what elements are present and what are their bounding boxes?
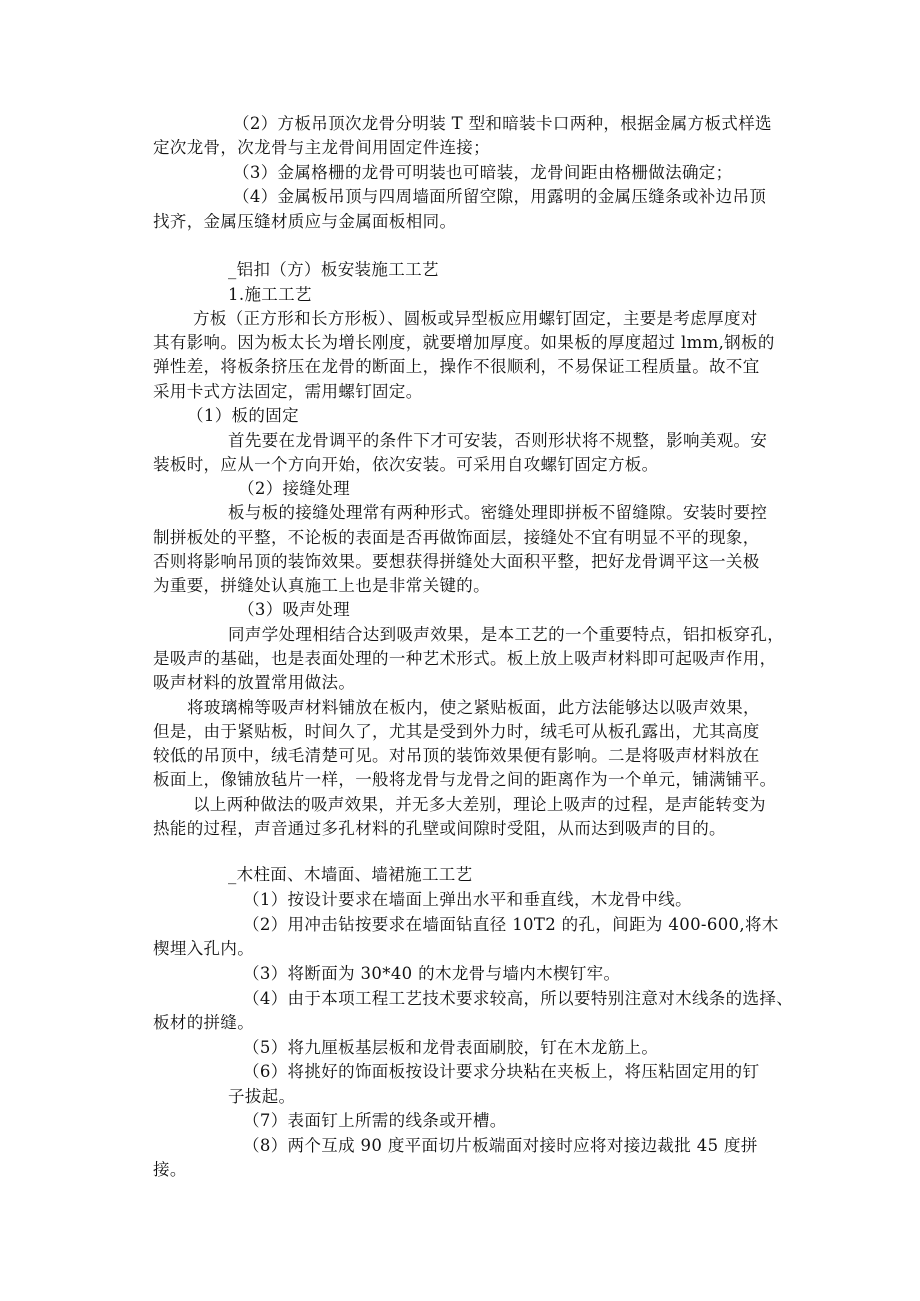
item-title: （3）吸声处理: [238, 600, 350, 619]
paragraph-line: （3）将断面为 30*40 的木龙骨与墙内木楔钉牢。: [243, 964, 621, 983]
paragraph-line: 热能的过程，声音通过多孔材料的孔壁或间隙时受阻，从而达到吸声的目的。: [153, 819, 726, 838]
paragraph-line: （4）由于本项工程工艺技术要求较高，所以要特别注意对木线条的选择、: [243, 989, 794, 1008]
paragraph-line: 子拔起。: [228, 1087, 296, 1106]
paragraph-line: 制拼板处的平整，不论板的表面是否再做饰面层，接缝处不宜有明显不平的现象，: [153, 528, 760, 547]
paragraph-line: （4）金属板吊顶与四周墙面所留空隙，用露明的金属压缝条或补边吊顶: [233, 187, 767, 206]
subsection-heading: 1.施工工艺: [228, 285, 312, 304]
paragraph-line: 接。: [153, 1160, 187, 1179]
paragraph-line: 其有影响。因为板太长为增长刚度，就要增加厚度。如果板的厚度超过 lmm,钢板的: [153, 333, 775, 352]
paragraph-line: 板与板的接缝处理常有两种形式。密缝处理即拼板不留缝隙。安装时要控: [228, 503, 768, 522]
paragraph-line: 以上两种做法的吸声效果，并无多大差别，理论上吸声的过程，是声能转变为: [193, 795, 766, 814]
paragraph-line: 弹性差，将板条挤压在龙骨的断面上，操作不很顺利，不易保证工程质量。故不宜: [153, 357, 760, 376]
paragraph-line: 首先要在龙骨调平的条件下才可安装，否则形状将不规整，影响美观。安: [228, 431, 768, 450]
paragraph-line: （2）用冲击钻按要求在墙面钻直径 10T2 的孔，间距为 400-600,将木: [243, 915, 779, 934]
paragraph-line: （7）表面钉上所需的线条或开槽。: [243, 1111, 507, 1130]
paragraph-line: 同声学处理相结合达到吸声效果，是本工艺的一个重要特点，铝扣板穿孔，: [228, 625, 785, 644]
paragraph-line: 楔埋入孔内。: [153, 939, 255, 958]
paragraph-line: 找齐，金属压缝材质应与金属面板相同。: [153, 212, 457, 231]
section-heading: _木柱面、木墙面、墙裙施工工艺: [228, 865, 473, 884]
paragraph-line: （8）两个互成 90 度平面切片板端面对接时应将对接边裁批 45 度拼: [243, 1136, 758, 1155]
paragraph-line: 采用卡式方法固定，需用螺钉固定。: [153, 382, 423, 401]
paragraph-line: 但是，由于紧贴板，时间久了，尤其是受到外力时，绒毛可从板孔露出，尤其高度: [153, 722, 760, 741]
paragraph-line: （2）方板吊顶次龙骨分明装 T 型和暗装卡口两种，根据金属方板式样选: [233, 114, 772, 133]
paragraph-line: 将玻璃棉等吸声材料铺放在板内，使之紧贴板面，此方法能够达以吸声效果，: [187, 698, 760, 717]
section-heading: _铝扣（方）板安装施工工艺: [228, 260, 439, 279]
paragraph-line: 板材的拼缝。: [153, 1013, 255, 1032]
paragraph-line: （3）金属格栅的龙骨可明装也可暗装，龙骨间距由格栅做法确定；: [233, 163, 733, 182]
paragraph-line: （6）将挑好的饰面板按设计要求分块粘在夹板上，将压粘固定用的钉: [243, 1062, 760, 1081]
paragraph-line: 定次龙骨，次龙骨与主龙骨间用固定件连接；: [153, 138, 490, 157]
paragraph-line: （1）按设计要求在墙面上弹出水平和垂直线，木龙骨中线。: [243, 890, 692, 909]
paragraph-line: 板面上，像铺放毡片一样，一般将龙骨与龙骨之间的距离作为一个单元，铺满铺平。: [153, 770, 777, 789]
paragraph-line: 为重要，拼缝处认真施工上也是非常关键的。: [153, 576, 490, 595]
item-title: （2）接缝处理: [238, 479, 350, 498]
paragraph-line: （5）将九厘板基层板和龙骨表面刷胶，钉在木龙筋上。: [243, 1038, 659, 1057]
paragraph-line: 较低的吊顶中，绒毛清楚可见。对吊顶的装饰效果便有影响。二是将吸声材料放在: [153, 746, 760, 765]
paragraph-line: 装板时，应从一个方向开始，依次安装。可采用自攻螺钉固定方板。: [153, 455, 659, 474]
paragraph-line: 吸声材料的放置常用做法。: [153, 673, 356, 692]
paragraph-line: 是吸声的基础，也是表面处理的一种艺术形式。板上放上吸声材料即可起吸声作用，: [153, 649, 777, 668]
paragraph-line: 方板（正方形和长方形板）、圆板或异型板应用螺钉固定，主要是考虑厚度对: [193, 309, 758, 328]
item-title: （1）板的固定: [187, 406, 299, 425]
paragraph-line: 否则将影响吊顶的装饰效果。要想获得拼缝处大面积平整，把好龙骨调平这一关极: [153, 552, 760, 571]
